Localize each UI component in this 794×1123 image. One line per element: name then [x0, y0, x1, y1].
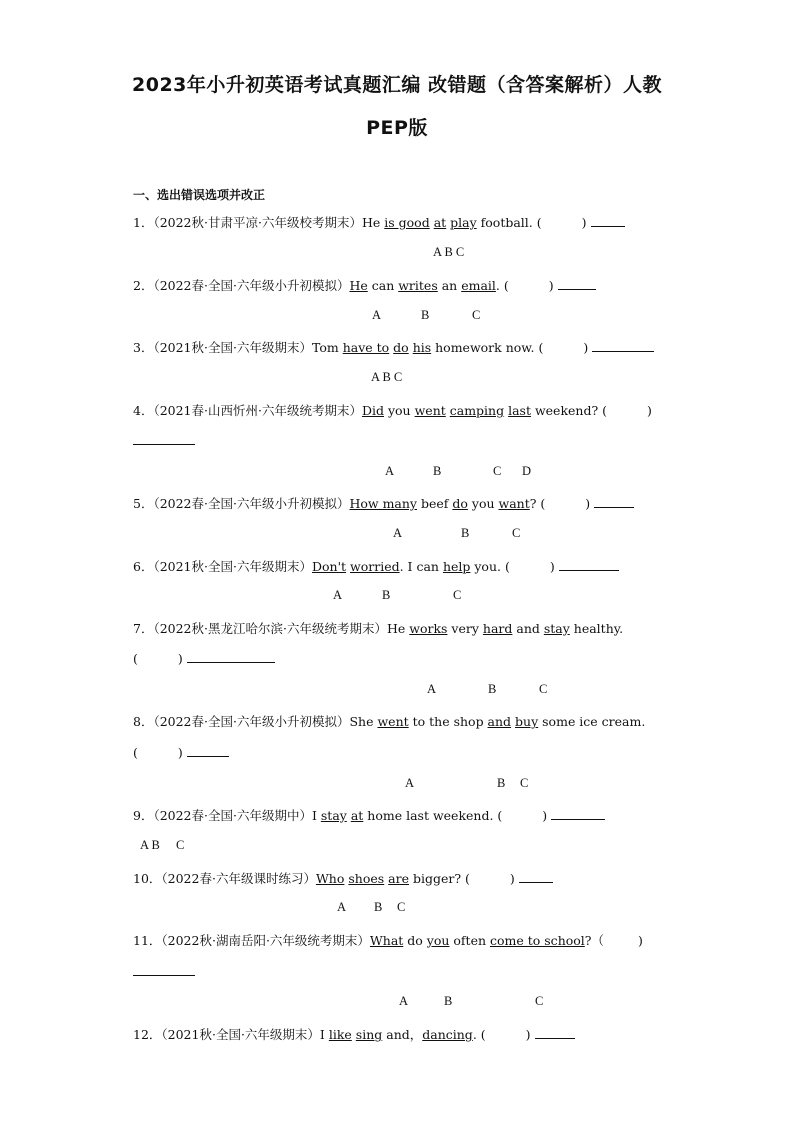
label-a: A	[372, 308, 382, 322]
answer-blank[interactable]	[592, 339, 654, 352]
label-c: C	[453, 588, 462, 602]
question-12: 12．（2021秋·全国·六年级期末）I like sing and，dancing. ( )	[133, 1025, 575, 1043]
label-c: C	[472, 308, 481, 322]
label-a: A	[333, 588, 343, 602]
label-d: D	[522, 464, 532, 478]
label-b: B	[433, 464, 442, 478]
label-c: C	[397, 900, 406, 914]
answer-blank[interactable]	[519, 870, 553, 883]
question-2: 2．（2022春·全国·六年级小升初模拟）He can writes an email. ( )	[133, 276, 596, 294]
question-11: 11．（2022秋·湖南岳阳·六年级统考期末）What do you often come to school?（ )	[133, 933, 643, 948]
page-title-line2: PEP版	[366, 117, 428, 139]
label-a: A	[393, 526, 403, 540]
question-10: 10．（2022春·六年级课时练习）Who shoes are bigger? ( )	[133, 869, 553, 887]
question-11-blank-line	[133, 963, 195, 979]
label-b: B	[488, 682, 497, 696]
answer-blank[interactable]	[594, 495, 634, 508]
label-c: C	[512, 526, 521, 540]
answer-blank[interactable]	[535, 1026, 575, 1039]
label-a: A	[405, 776, 415, 790]
label-ab: A B	[140, 838, 160, 852]
question-4-blank-line	[133, 432, 195, 448]
question-7: 7．（2022秋·黑龙江哈尔滨·六年级统考期末）He works very hard and stay healthy.	[133, 621, 624, 636]
question-7-answer-line: ( )	[133, 650, 275, 666]
label-abc: A B C	[433, 245, 465, 259]
answer-blank[interactable]	[187, 650, 275, 663]
section-heading: 一、选出错误选项并改正	[133, 188, 266, 202]
label-b: B	[444, 994, 453, 1008]
label-a: A	[337, 900, 347, 914]
question-6: 6．（2021秋·全国·六年级期末）Don't worried. I can help you. ( )	[133, 557, 619, 575]
answer-blank[interactable]	[133, 432, 195, 445]
label-c: C	[535, 994, 544, 1008]
label-a: A	[385, 464, 395, 478]
question-8: 8．（2022春·全国·六年级小升初模拟）She went to the shop and buy some ice cream.	[133, 714, 646, 729]
page-title: 2023年小升初英语考试真题汇编 改错题（含答案解析）人教	[132, 74, 662, 96]
label-a: A	[399, 994, 409, 1008]
answer-blank[interactable]	[187, 744, 229, 757]
label-c: C	[520, 776, 529, 790]
answer-blank[interactable]	[558, 277, 596, 290]
label-b: B	[374, 900, 383, 914]
question-4: 4．（2021春·山西忻州·六年级统考期末）Did you went camping last weekend? ( )	[133, 403, 652, 418]
question-5: 5．（2022春·全国·六年级小升初模拟）How many beef do you want? ( )	[133, 494, 634, 512]
answer-blank[interactable]	[591, 214, 625, 227]
label-c: C	[176, 838, 185, 852]
label-c: C	[493, 464, 502, 478]
label-b: B	[497, 776, 506, 790]
answer-blank[interactable]	[551, 807, 605, 820]
label-a: A	[427, 682, 437, 696]
question-1: 1．（2022秋·甘肃平凉·六年级校考期末）He is good at play football. ( )	[133, 213, 625, 231]
question-8-answer-line: ( )	[133, 744, 229, 760]
label-b: B	[421, 308, 430, 322]
label-b: B	[382, 588, 391, 602]
label-b: B	[461, 526, 470, 540]
question-3: 3．（2021秋·全国·六年级期末）Tom have to do his homework now. ( )	[133, 338, 654, 356]
answer-blank[interactable]	[559, 558, 619, 571]
label-c: C	[539, 682, 548, 696]
label-abc: A B C	[371, 370, 403, 384]
question-9: 9．（2022春·全国·六年级期中）I stay at home last weekend. ( )	[133, 806, 605, 824]
answer-blank[interactable]	[133, 963, 195, 976]
